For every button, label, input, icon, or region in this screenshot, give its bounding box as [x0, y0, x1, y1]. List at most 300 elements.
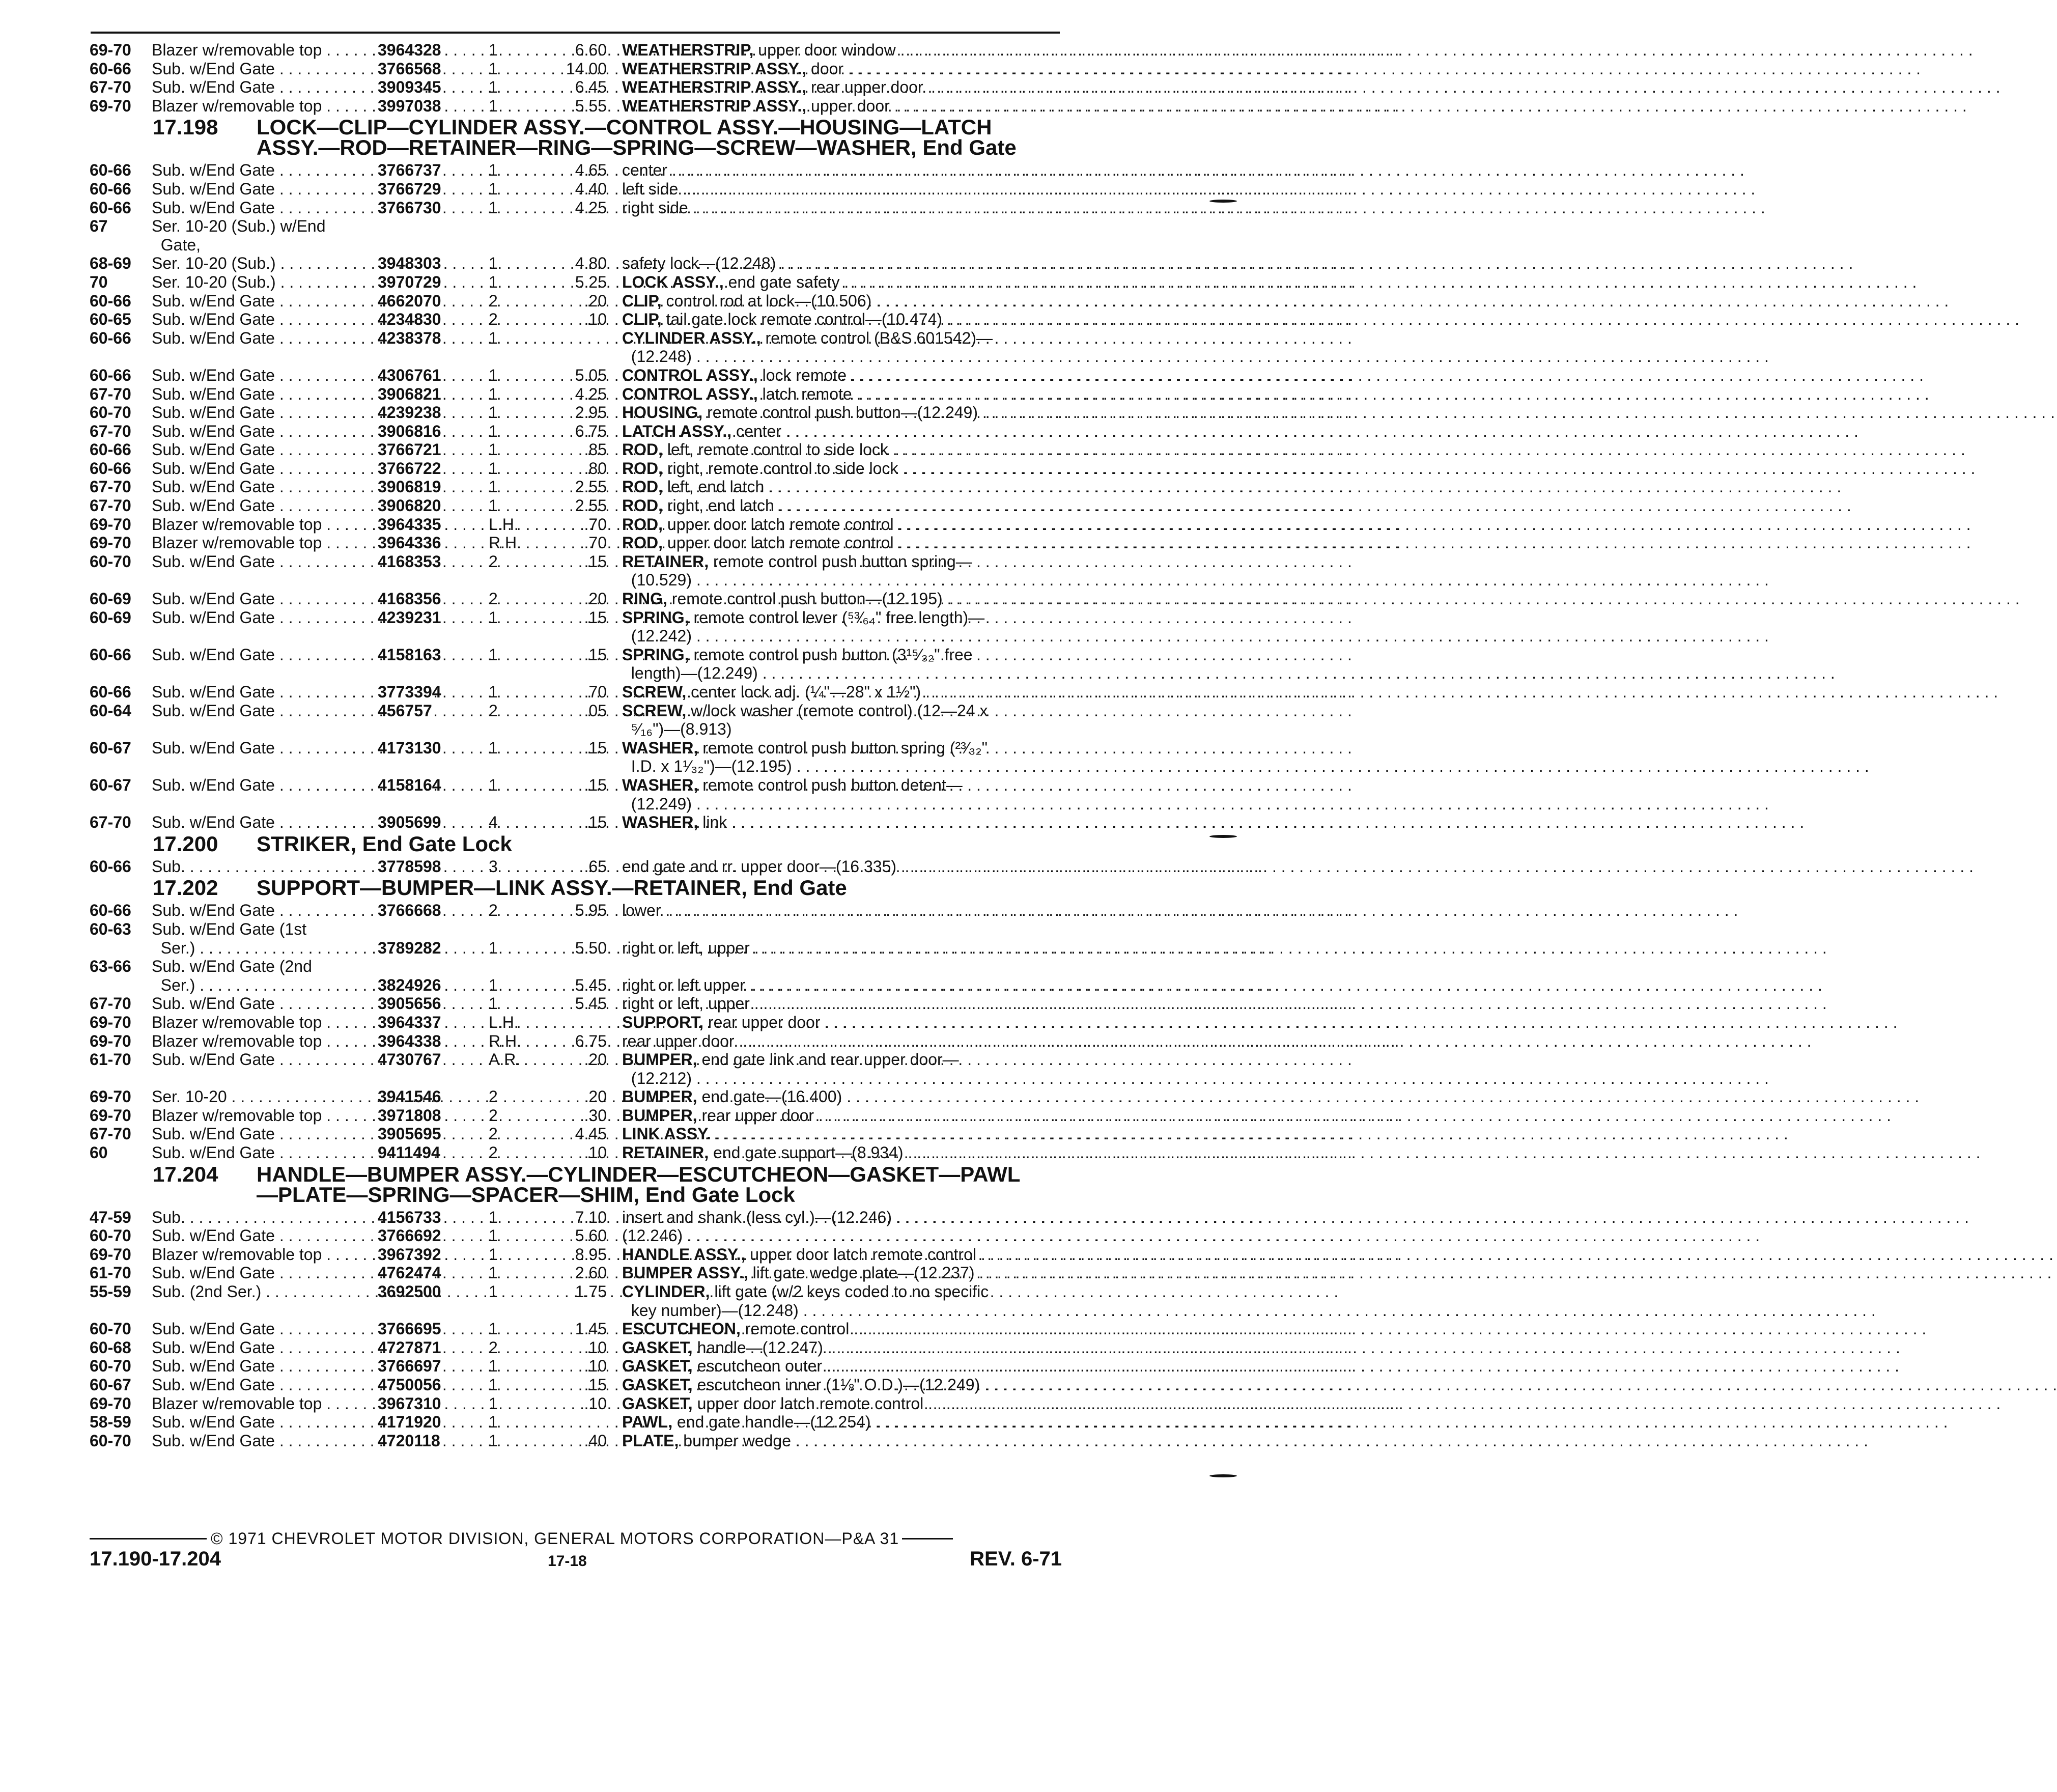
part-name: CYLINDER ASSY.,	[622, 328, 761, 347]
part-row	[90, 1050, 1062, 1069]
part-row	[90, 1413, 1062, 1432]
part-name: BUMPER,	[622, 1106, 697, 1125]
part-name: CYLINDER,	[622, 1282, 710, 1301]
list-price	[515, 1069, 622, 1088]
part-name: CONTROL ASSY.,	[622, 366, 758, 384]
part-name: PLATE,	[622, 1431, 679, 1450]
part-number: 4727871	[378, 1338, 441, 1357]
vehicle-model	[152, 403, 378, 422]
part-description	[622, 199, 1062, 217]
part-name: GASKET,	[622, 1338, 693, 1357]
quantity: 1	[489, 1264, 498, 1282]
list-price	[515, 757, 622, 776]
part-detail: end gate—(16.400)	[697, 1087, 842, 1106]
vehicle-model-text: Blazer w/removable top	[152, 1031, 322, 1050]
quantity: 1	[489, 254, 498, 273]
part-number: 4762474	[378, 1264, 441, 1282]
model-years	[90, 664, 152, 683]
model-years	[90, 236, 152, 255]
part-row	[90, 1320, 1062, 1338]
part-row	[90, 1069, 1062, 1088]
part-number: 3906820	[378, 496, 441, 515]
quantity: 1	[489, 272, 498, 291]
part-number	[378, 571, 485, 590]
model-years: 60	[90, 1143, 108, 1162]
part-description	[622, 217, 1062, 236]
part-detail: lock remote	[757, 366, 847, 384]
part-row	[90, 403, 1062, 422]
part-number: 3967392	[378, 1245, 441, 1264]
vehicle-model	[152, 1320, 378, 1338]
list-price: 5.45	[575, 994, 607, 1013]
vehicle-model	[152, 813, 378, 832]
part-row	[90, 627, 1062, 646]
list-price: .10	[584, 1394, 607, 1413]
part-description	[622, 534, 1062, 552]
quantity: L.H.	[489, 515, 519, 534]
vehicle-model	[152, 857, 378, 876]
part-number: 4720118	[378, 1431, 440, 1450]
quantity	[485, 1069, 515, 1088]
part-name: RING,	[622, 590, 667, 608]
model-years: 67-70	[90, 1125, 131, 1143]
part-number: 3909345	[378, 78, 441, 97]
part-row	[90, 920, 1062, 939]
part-description	[622, 1320, 1062, 1338]
part-detail: right, remote control to side lock	[663, 459, 898, 478]
vehicle-model	[152, 1032, 378, 1051]
list-price: 7.10	[575, 1208, 607, 1226]
quantity: 1	[489, 645, 498, 664]
part-detail: escutcheon outer	[692, 1357, 823, 1376]
list-price: .65	[584, 857, 607, 876]
part-row	[90, 795, 1062, 814]
model-years: 60-70	[90, 1431, 131, 1450]
quantity: 1	[489, 403, 498, 422]
part-row	[90, 1143, 1062, 1162]
vehicle-model	[152, 1394, 378, 1413]
model-years: 61-70	[90, 1264, 131, 1282]
quantity	[485, 627, 515, 646]
vehicle-model	[152, 976, 378, 995]
list-price: 5.55	[575, 96, 607, 115]
vehicle-model-text: Sub. w/End Gate	[152, 161, 275, 180]
quantity: 1	[489, 683, 498, 701]
quantity	[485, 571, 515, 590]
quantity: 1	[489, 994, 498, 1013]
section-heading	[90, 1162, 1062, 1208]
list-price	[515, 1013, 622, 1032]
vehicle-model	[152, 590, 378, 608]
vehicle-model	[152, 1338, 378, 1357]
part-detail: ⁵⁄₁₆")—(8.913)	[622, 720, 732, 739]
vehicle-model	[152, 1226, 378, 1245]
part-detail: center lock adj. (¼"—28" x 1½")	[686, 683, 921, 701]
quantity: 1	[489, 1413, 498, 1432]
vehicle-model	[152, 1357, 378, 1376]
part-description	[622, 254, 1062, 273]
part-row	[90, 1245, 1062, 1264]
part-name: BUMPER,	[622, 1087, 697, 1106]
section-title: STRIKER, End Gate Lock	[257, 831, 512, 856]
part-description	[622, 939, 1062, 958]
vehicle-model-text: Sub. w/End Gate	[152, 608, 275, 627]
model-years: 67-70	[90, 994, 131, 1013]
part-row	[90, 776, 1062, 795]
vehicle-model	[152, 664, 378, 683]
copyright-text: © 1971 CHEVROLET MOTOR DIVISION, GENERAL MOTORS CORPORATION—P&A 31	[211, 1529, 899, 1548]
vehicle-model-text: Sub. w/End Gate	[152, 198, 275, 217]
model-years: 60-64	[90, 701, 131, 720]
vehicle-model	[152, 1125, 378, 1143]
list-price: 8.95	[575, 1245, 607, 1264]
part-detail: lift gate (w/2 keys coded to no specific	[710, 1282, 989, 1301]
quantity: 1	[489, 1431, 498, 1450]
part-detail: center	[731, 422, 781, 440]
part-number: 3970729	[378, 272, 441, 291]
part-description	[622, 1125, 1062, 1143]
vehicle-model-text: Blazer w/removable top	[152, 534, 322, 552]
vehicle-model-text: Ser. 10-20 (Sub.)	[152, 254, 276, 273]
part-row	[90, 60, 1062, 78]
list-price: 4.25	[575, 198, 607, 217]
part-detail: link	[698, 813, 727, 832]
part-detail: right, end latch	[663, 496, 774, 515]
section-number: 17.198	[153, 115, 218, 139]
quantity: 2	[489, 1087, 498, 1106]
model-years: 60-67	[90, 1376, 131, 1394]
part-row	[90, 310, 1062, 329]
part-description	[622, 180, 1062, 199]
part-description	[622, 1245, 1062, 1264]
part-name: SPRING,	[622, 645, 689, 664]
list-price: 6.45	[575, 78, 607, 97]
part-description	[622, 552, 1062, 571]
list-price: .15	[584, 775, 607, 794]
part-number: 4168356	[378, 590, 441, 608]
vehicle-model	[152, 901, 378, 920]
model-years: 47-59	[90, 1208, 131, 1226]
list-price: 4.40	[575, 179, 607, 198]
model-years	[90, 571, 152, 590]
vehicle-model	[152, 994, 378, 1013]
part-name: CLIP,	[622, 291, 662, 310]
model-years: 60-66	[90, 179, 131, 198]
list-price	[515, 571, 622, 590]
part-description	[622, 1376, 1062, 1394]
list-price: 6.75	[575, 1031, 607, 1050]
vehicle-model-text: Sub. w/End Gate	[152, 403, 275, 422]
part-description	[622, 478, 1062, 496]
vehicle-model-text: Sub. w/End Gate (2nd	[152, 957, 312, 976]
model-years: 60-66	[90, 59, 131, 78]
part-number: 3766722	[378, 459, 441, 478]
section-title-line	[90, 878, 1062, 898]
list-price	[515, 347, 622, 366]
part-detail: (12.242)	[622, 627, 692, 646]
part-detail: right side	[622, 198, 688, 217]
vehicle-model	[152, 1087, 378, 1106]
part-description	[622, 739, 1062, 758]
model-years	[90, 976, 152, 995]
part-description	[622, 403, 1062, 422]
section-title-line	[90, 137, 1062, 158]
part-name: GASKET,	[622, 1394, 693, 1413]
part-description	[622, 329, 1062, 348]
list-price	[515, 795, 622, 814]
vehicle-model-text: Sub. w/End Gate	[152, 459, 275, 478]
quantity	[485, 720, 515, 739]
quantity: 1	[489, 328, 498, 347]
vehicle-model	[152, 757, 378, 776]
model-years: 70	[90, 272, 108, 291]
part-row	[90, 813, 1062, 832]
quantity: 1	[489, 1245, 498, 1264]
part-detail: (12.249)	[622, 794, 692, 813]
vehicle-model-text: Sub. w/End Gate	[152, 1264, 275, 1282]
part-row	[90, 496, 1062, 515]
vehicle-model-text: Sub. w/End Gate	[152, 1413, 275, 1432]
model-years: 69-70	[90, 96, 131, 115]
part-detail: length)—(12.249)	[622, 664, 758, 683]
quantity: 1	[489, 96, 498, 115]
quantity: 1	[489, 1320, 498, 1338]
vehicle-model-text: Blazer w/removable top	[152, 1245, 322, 1264]
part-number: 4238378	[378, 328, 441, 347]
vehicle-model	[152, 702, 378, 720]
part-row	[90, 1106, 1062, 1125]
quantity: 2	[489, 901, 498, 920]
part-detail: insert and shank (less cyl.)—(12.246)	[622, 1208, 892, 1226]
list-price: .15	[584, 1376, 607, 1394]
model-years: 69-70	[90, 1031, 131, 1050]
part-row	[90, 199, 1062, 217]
quantity: R.H.	[489, 534, 521, 552]
part-number: 3692500	[378, 1282, 441, 1301]
part-description	[622, 664, 1062, 683]
part-row	[90, 41, 1062, 60]
part-row	[90, 552, 1062, 571]
model-years: 55-59	[90, 1282, 131, 1301]
vehicle-model-text: Blazer w/removable top	[152, 1106, 322, 1125]
model-years: 67-70	[90, 422, 131, 440]
part-detail: upper door	[806, 96, 890, 115]
list-price: 14.00	[566, 59, 607, 78]
list-price: .30	[584, 1106, 607, 1125]
part-number: 4306761	[378, 366, 441, 384]
vehicle-model-text: Sub. w/End Gate	[152, 78, 275, 97]
list-price: .15	[584, 645, 607, 664]
part-number: 3906816	[378, 422, 441, 440]
part-number	[378, 347, 485, 366]
part-number: 3906821	[378, 384, 441, 403]
part-detail: I.D. x 1¹⁄₃₂")—(12.195)	[622, 757, 792, 776]
vehicle-model-text: Sub. (2nd Ser.)	[152, 1282, 262, 1301]
vehicle-model	[152, 292, 378, 311]
model-years: 67-70	[90, 478, 131, 496]
model-years: 60-66	[90, 440, 131, 459]
part-description	[622, 720, 1062, 739]
part-row	[90, 757, 1062, 776]
part-row	[90, 440, 1062, 459]
part-description	[622, 920, 1062, 939]
vehicle-model-text: Ser. 10-20 (Sub.)	[152, 272, 276, 291]
part-name: ROD,	[622, 440, 663, 459]
part-detail: bumper wedge	[679, 1431, 791, 1450]
list-price: 6.60	[575, 41, 607, 59]
model-years	[90, 1069, 152, 1088]
part-number: 3906819	[378, 478, 441, 496]
part-row	[90, 702, 1062, 720]
part-row	[90, 939, 1062, 958]
part-number	[378, 1069, 485, 1088]
part-row	[90, 1013, 1062, 1032]
part-detail: (10.529)	[622, 571, 692, 590]
part-detail: remote control push button—(12.249)	[702, 403, 978, 422]
vehicle-model-text: Sub. w/End Gate	[152, 1226, 275, 1245]
part-detail: remote control push button spring (²³⁄₃₂"	[698, 738, 988, 757]
list-price: 5.45	[575, 975, 607, 994]
part-description	[622, 422, 1062, 441]
vehicle-model	[152, 273, 378, 292]
footer-rule-left	[90, 1538, 207, 1539]
part-description	[622, 236, 1062, 255]
list-price	[515, 236, 622, 255]
part-description	[622, 366, 1062, 385]
part-detail: door	[806, 59, 844, 78]
footer-rule-right	[902, 1538, 953, 1539]
margin-mark	[1209, 1474, 1237, 1477]
model-years: 69-70	[90, 1106, 131, 1125]
list-price: 6.75	[575, 422, 607, 440]
part-name: WEATHERSTRIP ASSY.,	[622, 78, 807, 97]
part-row	[90, 180, 1062, 199]
part-name: SUPPORT,	[622, 1013, 704, 1031]
list-price: .10	[584, 1143, 607, 1162]
model-years	[90, 939, 152, 958]
part-row	[90, 97, 1062, 116]
vehicle-model-text: Ser.)	[152, 975, 195, 994]
model-years: 60-66	[90, 161, 131, 180]
part-description	[622, 608, 1062, 627]
vehicle-model	[152, 478, 378, 496]
list-price: .10	[584, 1357, 607, 1376]
part-description	[622, 1394, 1062, 1413]
part-row	[90, 459, 1062, 478]
quantity: 1	[489, 608, 498, 627]
part-detail: w/lock washer (remote control) (12—24 x	[686, 701, 988, 720]
vehicle-model-text: Sub. w/End Gate	[152, 1050, 275, 1069]
vehicle-model	[152, 60, 378, 78]
model-years: 60-69	[90, 608, 131, 627]
list-price: .20	[584, 291, 607, 310]
vehicle-model	[152, 180, 378, 199]
list-price: .70	[584, 683, 607, 701]
vehicle-model-text: Blazer w/removable top	[152, 41, 322, 59]
quantity: 1	[489, 1357, 498, 1376]
vehicle-model-text: Sub. w/End Gate	[152, 1125, 275, 1143]
quantity	[485, 757, 515, 776]
part-detail: upper door window	[753, 41, 896, 59]
part-name: WASHER,	[622, 738, 698, 757]
part-description	[622, 857, 1062, 876]
part-row	[90, 857, 1062, 876]
vehicle-model	[152, 347, 378, 366]
vehicle-model-text: Ser. 10-20	[152, 1087, 227, 1106]
vehicle-model	[152, 1413, 378, 1432]
part-number: 3905656	[378, 994, 441, 1013]
part-description	[622, 901, 1062, 920]
part-name: ROD,	[622, 515, 663, 534]
part-row	[90, 161, 1062, 180]
part-number: 4239238	[378, 403, 441, 422]
part-row	[90, 608, 1062, 627]
vehicle-model	[152, 496, 378, 515]
part-number: 3964338	[378, 1031, 441, 1050]
quantity	[485, 795, 515, 814]
part-description	[622, 1357, 1062, 1376]
section-title-line	[90, 117, 1062, 137]
part-detail: center	[622, 161, 667, 180]
part-row	[90, 1264, 1062, 1282]
vehicle-model	[152, 920, 378, 939]
part-detail: left, remote control to side lock	[663, 440, 888, 459]
vehicle-model	[152, 1050, 378, 1069]
model-years: 60-70	[90, 1357, 131, 1376]
vehicle-model	[152, 1264, 378, 1282]
part-row	[90, 739, 1062, 758]
vehicle-model-text: Sub. w/End Gate	[152, 1320, 275, 1338]
part-detail: left side	[622, 179, 679, 198]
list-price: 2.95	[575, 403, 607, 422]
list-price: .15	[584, 608, 607, 627]
vehicle-model	[152, 199, 378, 217]
section-heading	[90, 832, 1062, 857]
part-name: BUMPER ASSY.,	[622, 1264, 748, 1282]
vehicle-model	[152, 422, 378, 441]
vehicle-model-text: Blazer w/removable top	[152, 515, 322, 534]
quantity	[485, 920, 515, 939]
list-price: .10	[584, 310, 607, 329]
vehicle-model-text: Sub. w/End Gate	[152, 552, 275, 571]
part-row	[90, 1226, 1062, 1245]
vehicle-model	[152, 515, 378, 534]
quantity: 2	[489, 1106, 498, 1125]
part-detail: rear upper door	[806, 78, 923, 97]
part-number: 4171920	[378, 1413, 441, 1432]
part-description	[622, 1432, 1062, 1450]
list-price: 4.25	[575, 384, 607, 403]
vehicle-model	[152, 1143, 378, 1162]
vehicle-model	[152, 41, 378, 60]
quantity: 2	[489, 590, 498, 608]
vehicle-model-text: Sub. w/End Gate	[152, 1338, 275, 1357]
model-years: 60-70	[90, 552, 131, 571]
part-row	[90, 1208, 1062, 1227]
vehicle-model	[152, 1069, 378, 1088]
part-detail: (12.246)	[622, 1226, 683, 1245]
model-years: 60-70	[90, 1320, 131, 1338]
model-years: 69-70	[90, 1245, 131, 1264]
vehicle-model-text: Sub. w/End Gate	[152, 994, 275, 1013]
model-years	[90, 795, 152, 814]
section-heading	[90, 876, 1062, 901]
vehicle-model	[152, 1301, 378, 1320]
list-price: .05	[584, 701, 607, 720]
vehicle-model	[152, 939, 378, 958]
vehicle-model-text: Gate,	[152, 235, 201, 254]
part-detail: rear upper door	[622, 1031, 735, 1050]
